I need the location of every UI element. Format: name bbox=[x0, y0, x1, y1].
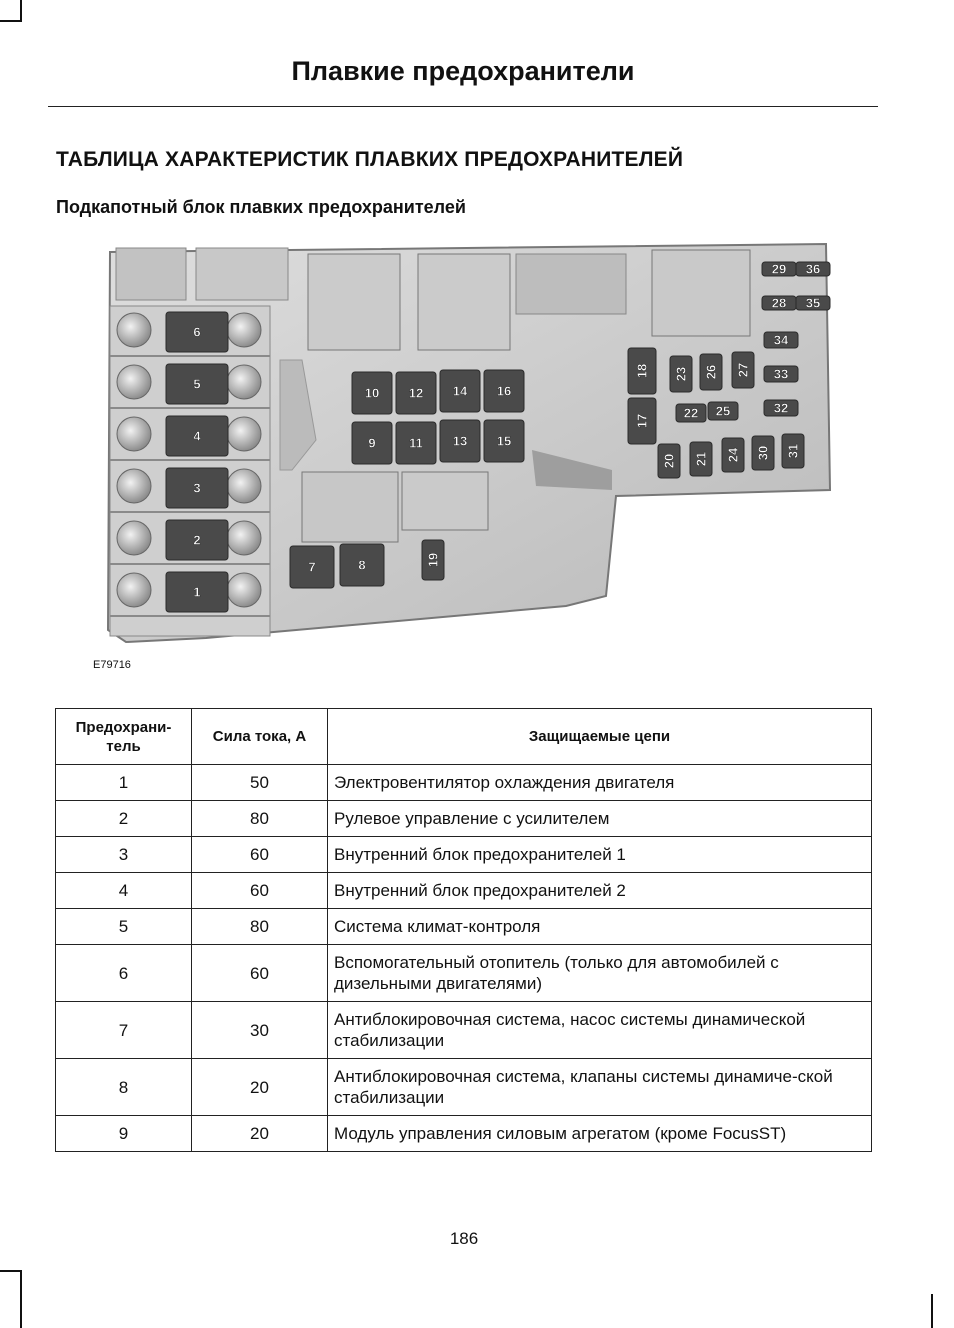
bolt-icon bbox=[117, 365, 151, 399]
column-header-circuit: Защищаемые цепи bbox=[328, 709, 872, 765]
fuse-label-12: 12 bbox=[408, 385, 424, 401]
column-header-current: Сила тока, А bbox=[192, 709, 328, 765]
fuse-label-13: 13 bbox=[452, 433, 468, 449]
fuse-label-34: 34 bbox=[773, 332, 789, 348]
bolt-icon bbox=[117, 469, 151, 503]
fuse-label-22: 22 bbox=[683, 405, 699, 421]
crop-mark bbox=[0, 1270, 22, 1272]
fuse-label-32: 32 bbox=[773, 400, 789, 416]
fuse-label-16: 16 bbox=[496, 383, 512, 399]
fuse-label-26: 26 bbox=[703, 364, 719, 380]
fuse-label-29: 29 bbox=[771, 261, 787, 277]
crop-mark bbox=[20, 1272, 22, 1328]
fuse-label-36: 36 bbox=[805, 261, 821, 277]
bolt-icon bbox=[227, 521, 261, 555]
table-row bbox=[56, 801, 872, 837]
fuse-label-19: 19 bbox=[425, 552, 441, 568]
bolt-icon bbox=[227, 365, 261, 399]
fuse-current: 60 bbox=[192, 873, 328, 909]
fuse-box-diagram bbox=[96, 240, 832, 650]
subsection-title: Подкапотный блок плавких предохранителей bbox=[56, 197, 466, 217]
fuse-circuit: Рулевое управление с усилителем bbox=[328, 801, 872, 837]
fuse-label-23: 23 bbox=[673, 366, 689, 382]
table-row bbox=[56, 765, 872, 801]
page-title: Плавкие предохранители bbox=[291, 56, 635, 86]
crop-mark bbox=[0, 20, 22, 22]
fuse-label-31: 31 bbox=[785, 443, 801, 459]
fuse-label-24: 24 bbox=[725, 447, 741, 463]
table-row bbox=[56, 1059, 872, 1116]
bolt-icon bbox=[227, 469, 261, 503]
fuse-number: 2 bbox=[56, 801, 192, 837]
fuse-label-17: 17 bbox=[634, 413, 650, 429]
table-row bbox=[56, 1116, 872, 1152]
fuse-circuit: Вспомогательный отопитель (только для автомобилей с дизельными двигателями) bbox=[328, 945, 872, 1002]
fuse-label-27: 27 bbox=[735, 362, 751, 378]
fuse-label-21: 21 bbox=[693, 451, 709, 467]
fuse-current: 80 bbox=[192, 909, 328, 945]
fuse-label-4: 4 bbox=[193, 428, 201, 444]
table-header-row bbox=[56, 709, 872, 765]
table-row bbox=[56, 909, 872, 945]
bolt-icon bbox=[227, 417, 261, 451]
column-header-fuse: Предохрани-тель bbox=[56, 709, 192, 765]
fuse-circuit: Внутренний блок предохранителей 2 bbox=[328, 873, 872, 909]
fuse-number: 5 bbox=[56, 909, 192, 945]
table-row bbox=[56, 1002, 872, 1059]
fuse-number: 8 bbox=[56, 1059, 192, 1116]
fuse-current: 50 bbox=[192, 765, 328, 801]
fuse-label-3: 3 bbox=[193, 480, 201, 496]
fuse-label-33: 33 bbox=[773, 366, 789, 382]
fuse-current: 60 bbox=[192, 945, 328, 1002]
fuse-label-2: 2 bbox=[193, 532, 201, 548]
table-row bbox=[56, 945, 872, 1002]
fuse-label-25: 25 bbox=[715, 403, 731, 419]
fuse-label-5: 5 bbox=[193, 376, 201, 392]
fuse-label-20: 20 bbox=[661, 453, 677, 469]
bolt-icon bbox=[227, 573, 261, 607]
fuse-label-7: 7 bbox=[308, 559, 316, 575]
table-row bbox=[56, 837, 872, 873]
fuse-label-9: 9 bbox=[368, 435, 376, 451]
fuse-label-28: 28 bbox=[771, 295, 787, 311]
fuse-label-30: 30 bbox=[755, 445, 771, 461]
fuse-circuit: Антиблокировочная система, насос системы динамической стабилизации bbox=[328, 1002, 872, 1059]
fuse-number: 4 bbox=[56, 873, 192, 909]
fuse-label-15: 15 bbox=[496, 433, 512, 449]
crop-mark bbox=[20, 0, 22, 22]
bolt-icon bbox=[117, 313, 151, 347]
bolt-icon bbox=[117, 573, 151, 607]
figure-id: E79716 bbox=[93, 659, 131, 671]
fuse-label-1: 1 bbox=[193, 584, 201, 600]
crop-mark bbox=[931, 1294, 933, 1328]
fuse-label-35: 35 bbox=[805, 295, 821, 311]
fuse-table bbox=[55, 708, 872, 1152]
fuse-current: 30 bbox=[192, 1002, 328, 1059]
fuse-circuit: Система климат-контроля bbox=[328, 909, 872, 945]
fuse-circuit: Модуль управления силовым агрегатом (кроме FocusST) bbox=[328, 1116, 872, 1152]
fuse-label-11: 11 bbox=[409, 435, 423, 451]
fuse-circuit: Электровентилятор охлаждения двигателя bbox=[328, 765, 872, 801]
fuse-label-8: 8 bbox=[358, 557, 366, 573]
fuse-number: 6 bbox=[56, 945, 192, 1002]
fuse-label-10: 10 bbox=[364, 385, 380, 401]
fuse-label-18: 18 bbox=[634, 363, 650, 379]
bolt-icon bbox=[117, 417, 151, 451]
bolt-icon bbox=[227, 313, 261, 347]
fuse-label-6: 6 bbox=[193, 324, 201, 340]
table-row bbox=[56, 873, 872, 909]
fuse-current: 60 bbox=[192, 837, 328, 873]
header-divider bbox=[48, 106, 878, 107]
fuse-current: 80 bbox=[192, 801, 328, 837]
bolt-icon bbox=[117, 521, 151, 555]
fuse-number: 7 bbox=[56, 1002, 192, 1059]
section-title: ТАБЛИЦА ХАРАКТЕРИСТИК ПЛАВКИХ ПРЕДОХРАНИТЕЛЕЙ bbox=[56, 148, 684, 171]
page-number: 186 bbox=[449, 1229, 479, 1248]
fuse-circuit: Антиблокировочная система, клапаны системы динамиче-ской стабилизации bbox=[328, 1059, 872, 1116]
fuse-number: 3 bbox=[56, 837, 192, 873]
fuse-circuit: Внутренний блок предохранителей 1 bbox=[328, 837, 872, 873]
fuse-current: 20 bbox=[192, 1116, 328, 1152]
fuse-current: 20 bbox=[192, 1059, 328, 1116]
fuse-label-14: 14 bbox=[452, 383, 468, 399]
fuse-number: 9 bbox=[56, 1116, 192, 1152]
fuse-number: 1 bbox=[56, 765, 192, 801]
